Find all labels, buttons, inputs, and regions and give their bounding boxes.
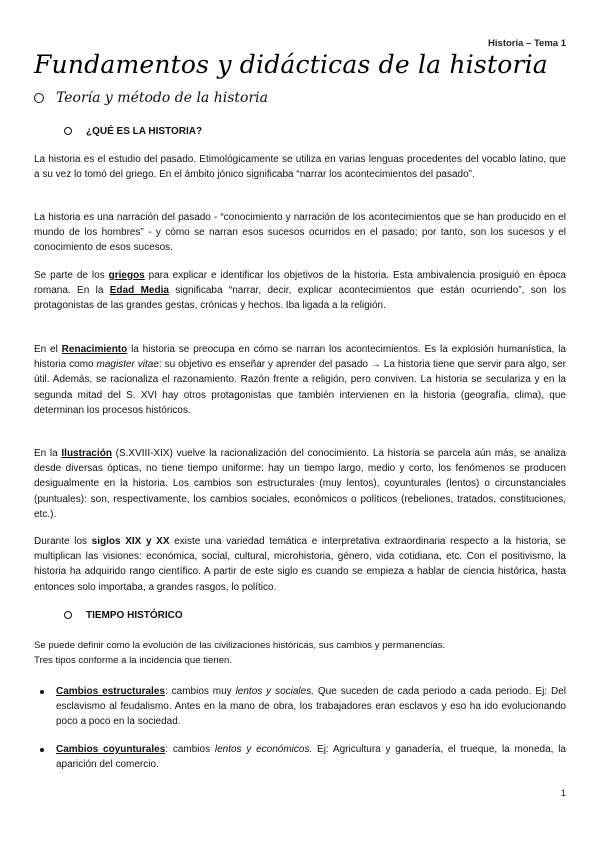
keyword-griegos: griegos <box>108 270 145 281</box>
text-run: : cambios <box>165 744 215 755</box>
subtitle-text: Teoría y método de la historia <box>56 90 268 106</box>
tiempo-intro-2: Tres tipos conforme a la incidencia que tienen. <box>34 655 233 666</box>
text-run: : su objetivo es enseñar y aprender del pasado → La historia tiene que servir para algo, ser útil. Además, se racionaliza el razonamiento. Razón frente a religión, pero conviven. La historia se seculariza y en la segunda mitad del S. XVI hay otros protagonistas que también intervienen en la historia (geografía, clima), que determinan los procesos históricos. <box>34 359 566 416</box>
keyword-magister-vitae: magister vitae <box>96 359 159 371</box>
running-header: Historia – Tema 1 <box>488 38 566 49</box>
text-run: : cambios muy <box>164 686 236 697</box>
page-number: 1 <box>560 788 566 799</box>
circle-bullet-icon <box>34 93 44 103</box>
list-item-estructurales <box>56 684 566 730</box>
emphasis: lentos y sociales. <box>235 686 314 697</box>
keyword-edad-media: Edad Media <box>109 285 169 297</box>
section-heading-que-es <box>64 126 202 137</box>
paragraph-5 <box>34 446 566 522</box>
circle-bullet-icon <box>64 611 72 619</box>
paragraph-3 <box>34 268 566 314</box>
subtitle <box>34 90 268 106</box>
tiempo-intro-1: Se puede definir como la evolución de las civilizaciones históricas, sus cambios y permanencias. <box>34 640 446 651</box>
text-run: Durante los <box>34 536 92 547</box>
list-item-coyunturales <box>56 742 566 772</box>
paragraph-2: La historia es una narración del pasado - “conocimiento y narración de los acontecimientos que se han producido en el mundo de los hombres” - y cómo se narran esos sucesos ocurridos en el pasado; por tanto, son los sucesos y el conocimiento de esos sucesos. <box>34 212 566 254</box>
text-run: En la <box>34 448 62 459</box>
bullet-dot-icon <box>40 748 44 752</box>
paragraph-4 <box>34 342 566 418</box>
keyword-renacimiento: Renacimiento <box>61 344 128 355</box>
keyword-ilustracion: Ilustración <box>61 448 112 459</box>
text-run: la historia se preocupa en cómo se narran los acontecimientos. Es la explosión humanística, la historia como <box>34 344 566 371</box>
term-coyunturales: Cambios coyunturales <box>56 744 166 755</box>
text-run: Ej: Agricultura y ganadería, el trueque, la moneda, la aparición del comercio. <box>56 744 566 771</box>
text-run: (S.XVIII-XIX) vuelve la racionalización del conocimiento. La historia se parcela aún más, se analiza desde diversas ópticas, no tiene tiempo uniforme: hay un tiempo largo, medio y corto, los fenómenos se producen desigualmente en la historia. Los cambios son estructurales (muy lentos), coyunturales (lentos) o circunstanciales (puntuales): son, respectivamente, los cambios sociales, económicos o políticos (rebeliones, tratados, constituciones, etc.). <box>34 448 566 520</box>
section-heading-text: TIEMPO HISTÓRICO <box>86 610 183 621</box>
section-heading-tiempo <box>64 610 183 621</box>
bullet-dot-icon <box>40 690 44 694</box>
text-run: significaba “narrar, decir, explicar acontecimientos que están ocurriendo”, son los protagonistas de las grandes gestas, crónicas y hechos. Iba ligada a la religión. <box>34 285 566 312</box>
text-run: Que suceden de cada periodo a cada periodo. Ej: Del esclavismo al feudalismo. Antes en la mano de obra, los trabajadores eran esclavos y eso ha ido evolucionando poco a poco en la sociedad. <box>56 686 566 728</box>
text-run: para explicar e identificar los objetivos de la historia. Esta ambivalencia prosiguió en época romana. En la <box>34 270 566 297</box>
term-estructurales: Cambios estructurales <box>56 686 165 697</box>
keyword-siglos: siglos XIX y XX <box>91 536 170 547</box>
emphasis: lentos y económicos. <box>214 744 313 755</box>
section-heading-text: ¿QUÉ ES LA HISTORIA? <box>86 126 203 137</box>
circle-bullet-icon <box>64 127 72 135</box>
paragraph-1: La historia es el estudio del pasado. Etimológicamente se utiliza en varias lenguas procedentes del vocablo latino, que a su vez lo tomó del griego. En el ámbito jónico significaba “narrar los acontecimientos del pasado”. <box>34 154 566 181</box>
text-run: existe una variedad temática e interpretativa extraordinaria respecto a la historia, se multiplican las visiones: económica, social, cultural, microhistoria, género, vida cotidiana, etc. Con el positivismo, la historia ha adquirido rango científico. A partir de este siglo es cuando se empieza a hablar de ciencia histórica, hasta entonces solo importaba, a grandes rasgos, lo político. <box>34 536 566 593</box>
text-run: Se parte de los <box>34 270 109 281</box>
page-title: Fundamentos y didácticas de la historia <box>34 50 548 79</box>
paragraph-6 <box>34 534 566 595</box>
text-run: En el <box>34 344 62 355</box>
